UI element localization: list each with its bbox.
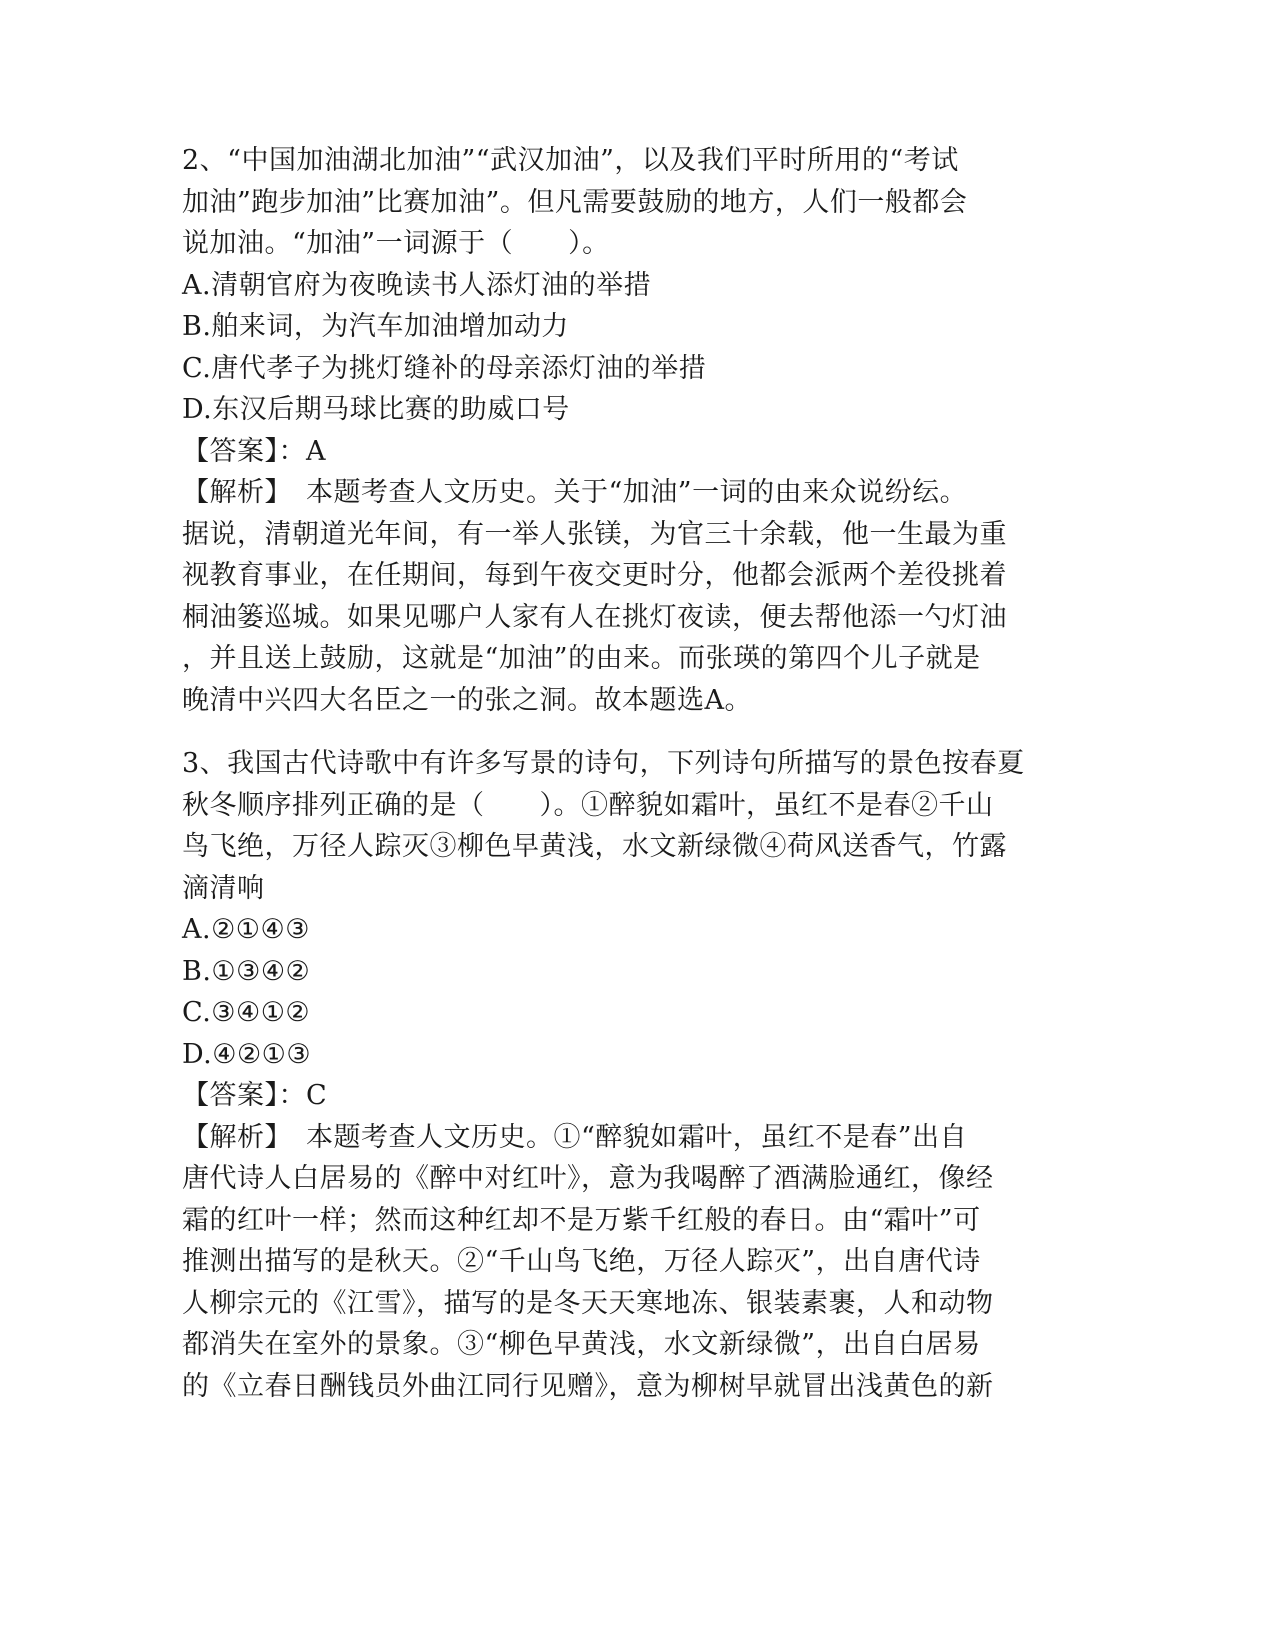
analysis-line: 晚清中兴四大名臣之一的张之洞。故本题选A。 (182, 684, 752, 716)
analysis-line: 【解析】 本题考查人文历史。①“醉貌如霜叶，虽红不是春”出自 (182, 1121, 968, 1153)
option-d: D.东汉后期马球比赛的助威口号 (182, 394, 570, 425)
analysis-line: 人柳宗元的《江雪》，描写的是冬天天寒地冻、银装素裹，人和动物 (182, 1287, 994, 1319)
question-spacer (182, 721, 1042, 743)
analysis-line: 唐代诗人白居易的《醉中对红叶》，意为我喝醉了酒满脸通红，像经 (182, 1163, 994, 1194)
answer-line: 【答案】：A (182, 435, 326, 467)
analysis-line: 都消失在室外的景象。③“柳色早黄浅，水文新绿微”，出自白居易 (182, 1329, 981, 1360)
question-stem-line: 滴清响 (182, 872, 265, 904)
question-stem-line: 加油”跑步加油”比赛加油”。但凡需要鼓励的地方，人们一般都会 (182, 186, 968, 218)
analysis-line: ，并且送上鼓励，这就是“加油”的由来。而张瑛的第四个儿子就是 (182, 643, 981, 674)
question-stem-line: 3、我国古代诗歌中有许多写景的诗句，下列诗句所描写的景色按春夏 (182, 748, 1025, 779)
question-stem-line: 秋冬顺序排列正确的是（ ）。①醉貌如霜叶，虽红不是春②千山 (182, 789, 994, 821)
analysis-line: 推测出描写的是秋天。②“千山鸟飞绝，万径人踪灭”，出自唐代诗 (182, 1246, 981, 1277)
question-block (182, 140, 1042, 721)
answer-line: 【答案】：C (182, 1080, 328, 1111)
question-block (182, 743, 1042, 1407)
option-b: B.①③④② (182, 955, 311, 987)
option-a: A.②①④③ (182, 914, 310, 945)
option-b: B.舶来词，为汽车加油增加动力 (182, 311, 569, 342)
analysis-line: 的《立春日酬钱员外曲江同行见赠》，意为柳树早就冒出浅黄色的新 (182, 1370, 994, 1402)
option-c: C.唐代孝子为挑灯缝补的母亲添灯油的举措 (182, 352, 707, 384)
analysis-line: 桐油篓巡城。如果见哪户人家有人在挑灯夜读，便去帮他添一勺灯油 (182, 601, 1007, 633)
option-c: C.③④①② (182, 997, 311, 1028)
question-stem-line: 2、“中国加油湖北加油”“武汉加油”，以及我们平时所用的“考试 (182, 145, 959, 176)
option-d: D.④②①③ (182, 1038, 312, 1070)
document-page (182, 140, 1042, 1407)
question-stem-line: 鸟飞绝，万径人踪灭③柳色早黄浅，水文新绿微④荷风送香气，竹露 (182, 831, 1007, 862)
question-stem-line: 说加油。“加油”一词源于（ ）。 (182, 228, 610, 259)
analysis-line: 据说，清朝道光年间，有一举人张镁，为官三十余载，他一生最为重 (182, 518, 1007, 550)
analysis-line: 【解析】 本题考查人文历史。关于“加油”一词的由来众说纷纭。 (182, 477, 968, 508)
analysis-line: 霜的红叶一样；然而这种红却不是万紫千红般的春日。由“霜叶”可 (182, 1204, 981, 1236)
analysis-line: 视教育事业，在任期间，每到午夜交更时分，他都会派两个差役挑着 (182, 560, 1007, 591)
option-a: A.清朝官府为夜晚读书人添灯油的举措 (182, 269, 652, 301)
